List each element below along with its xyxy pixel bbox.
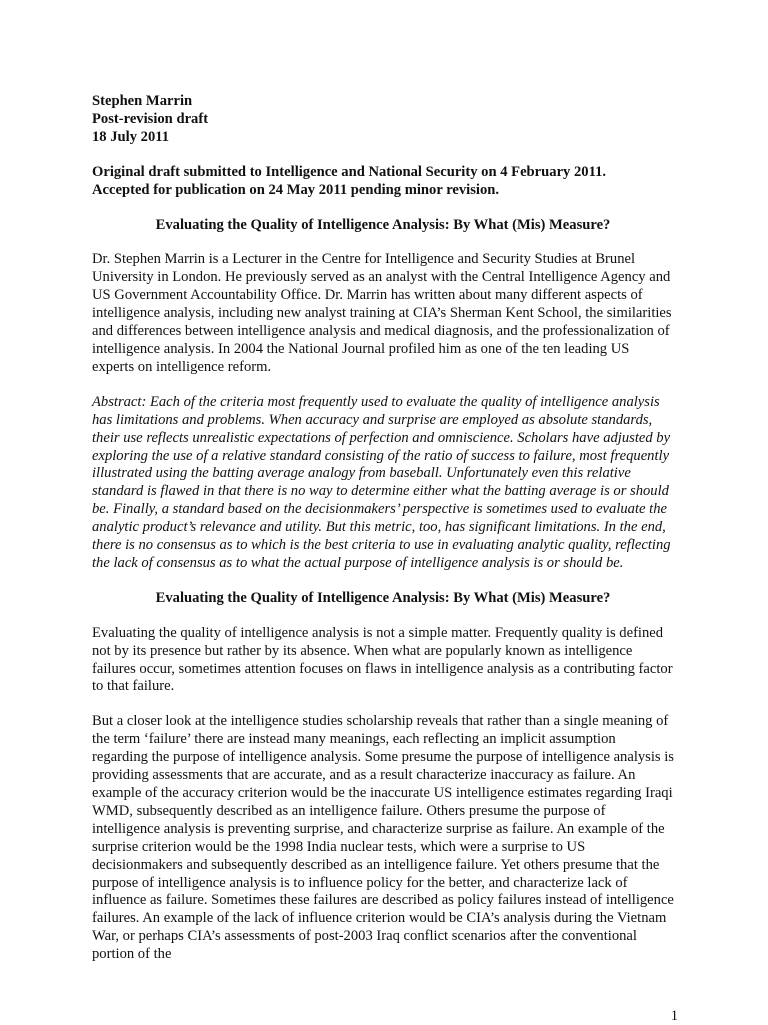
body-paragraph-1: Evaluating the quality of intelligence analysis is not a simple matter. Frequently quality is defined not by its presence but rather by its absence. When what are popularly known as intelligence failures occur, sometimes attention focuses on flaws in intelligence analysis as a contributing factor to that failure. [92,624,673,695]
draft-date: 18 July 2011 [92,128,170,145]
spacer [92,234,674,251]
body-paragraph-2: But a closer look at the intelligence studies scholarship reveals that rather than a single meaning of the term ‘failure’ there are instead many meanings, each reflecting an implicit assumption regarding the purpose of intelligence analysis. Some presume the purpose of intelligence analysis is providing assessments that are accurate, and as a result characterize inaccuracy as failure. An example of the accuracy criterion would be the inaccurate US intelligence estimates regarding Iraqi WMD, subsequently described as an intelligence failure. Others presume the purpose of intelligence analysis is preventing surprise, and characterize surprise as failure. An example of the surprise criterion would be the 1998 India nuclear tests, which were a surprise to US decisionmakers and subsequently described as an intelligence failure. Yet others presume that the purpose of intelligence analysis is to influence policy for the better, and characterize lack of influence as failure. Sometimes these failures are described as policy failures instead of intelligence failures. An example of the lack of influence criterion would be CIA’s analysis during the Vietnam War, or perhaps CIA’s assessments of post-2003 Iraq conflict scenarios after the conventional portion of the [92,713,674,963]
spacer [92,608,674,625]
spacer [92,200,674,217]
submission-note-line1: Original draft submitted to Intelligence and National Security on 4 February 2011. [92,163,607,180]
document-page [92,93,674,964]
draft-status: Post-revision draft [92,110,209,127]
spacer [92,147,674,164]
spacer [92,377,674,394]
spacer [92,573,674,590]
page-number: 1 [670,1008,678,1024]
author-bio: Dr. Stephen Marrin is a Lecturer in the Centre for Intelligence and Security Studies at Brunel University in London. He previously served as an analyst with the Central Intelligence Agency and US Government Accountability Office. Dr. Marrin has written about many different aspects of intelligence analysis, including new analyst training at CIA’s Sherman Kent School, the similarities and differences between intelligence analysis and medical diagnosis, and the professionalization of intelligence analysis. In 2004 the National Journal profiled him as one of the ten leading US experts on intelligence reform. [92,251,672,375]
abstract: Abstract: Each of the criteria most frequently used to evaluate the quality of intelligence analysis has limitations and problems. When accuracy and surprise are employed as absolute standards, their use reflects unrealistic expectations of perfection and omniscience. Scholars have adjusted by exploring the use of a relative standard consisting of the ratio of success to failure, most frequently illustrated using the batting average analogy from baseball. Unfortunately even this relative standard is flawed in that there is no way to determine either what the batting average is or should be. Finally, a standard based on the decisionmakers’ perspective is sometimes used to evaluate the analytic product’s relevance and utility. But this metric, too, has significant limitations. In the end, there is no consensus as to which is the best criteria to use in evaluating analytic quality, reflecting the lack of consensus as to what the actual purpose of intelligence analysis is or should be. [92,393,671,571]
author-name: Stephen Marrin [92,93,193,109]
spacer [92,696,674,713]
body-title: Evaluating the Quality of Intelligence Analysis: By What (Mis) Measure? [155,589,611,606]
paper-title: Evaluating the Quality of Intelligence Analysis: By What (Mis) Measure? [155,216,611,233]
submission-note-line2: Accepted for publication on 24 May 2011 pending minor revision. [92,181,500,198]
